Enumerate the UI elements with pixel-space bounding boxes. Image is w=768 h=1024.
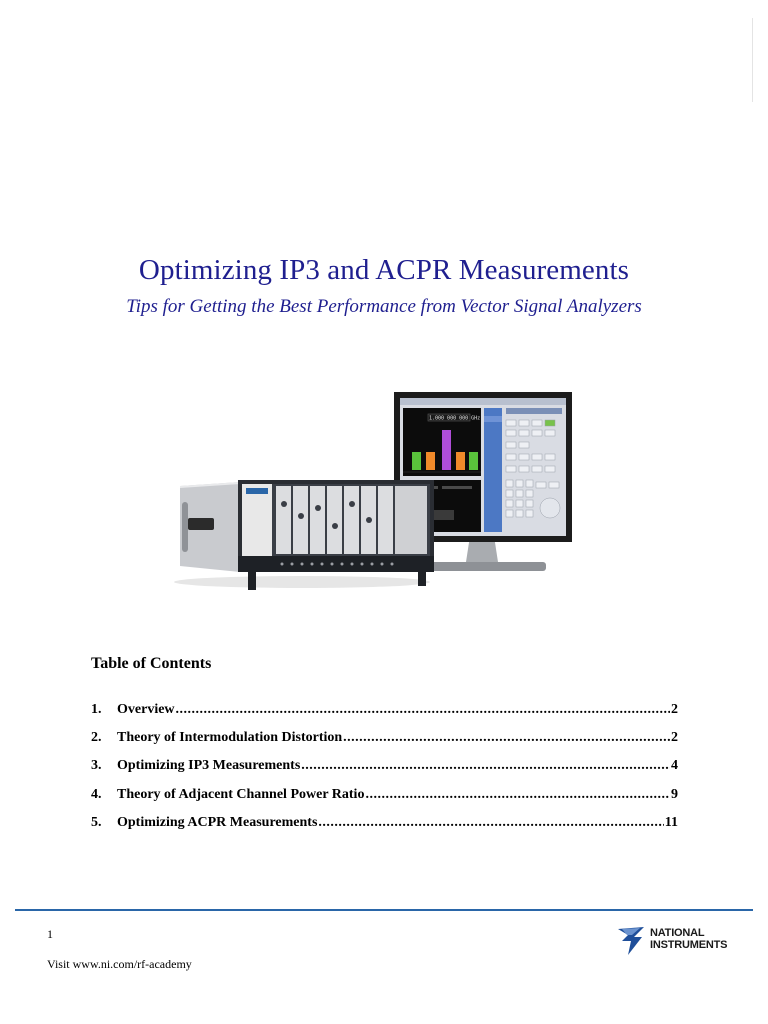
toc-dot-leader [343, 730, 670, 746]
toc-dot-leader [176, 702, 670, 718]
toc-entry[interactable] [91, 730, 678, 758]
footer-visit-link[interactable]: Visit www.ni.com/rf-academy [47, 957, 192, 971]
toc-dot-leader [318, 815, 663, 831]
document-title: Optimizing IP3 and ACPR Measurements [138, 254, 630, 286]
toc-entry-page[interactable]: 11 [664, 814, 678, 830]
toc-entry[interactable] [91, 758, 678, 786]
monitor-readout: 1.000 000 000 GHz [429, 415, 481, 422]
pxi-chassis [174, 480, 434, 590]
toc-entry[interactable] [91, 702, 678, 730]
document-subtitle: Tips for Getting the Best Performance from Vector Signal Analyzers [126, 296, 642, 317]
toc-entry-title[interactable]: Theory of Adjacent Channel Power Ratio [117, 786, 365, 802]
toc-entry-title[interactable]: Theory of Intermodulation Distortion [117, 730, 343, 746]
toc-entry-number: 3. [91, 758, 102, 774]
table-of-contents [91, 702, 678, 843]
toc-entry-title[interactable]: Optimizing IP3 Measurements [117, 758, 301, 774]
toc-heading: Table of Contents [91, 655, 212, 672]
toc-entry[interactable] [91, 787, 678, 815]
page-edge-mark [752, 18, 753, 102]
toc-dot-leader [301, 758, 670, 774]
logo-wordmark-line1: NATIONAL [650, 927, 705, 939]
toc-entry-title[interactable]: Optimizing ACPR Measurements [117, 814, 318, 830]
toc-entry-number: 2. [91, 730, 102, 746]
product-photo [172, 386, 576, 598]
logo-wordmark-line2: INSTRUMENTS [650, 939, 728, 951]
toc-dot-leader [365, 787, 670, 803]
toc-entry-page[interactable]: 4 [671, 758, 678, 774]
toc-entry-page[interactable]: 2 [671, 702, 678, 717]
toc-entry-number: 4. [91, 786, 102, 802]
toc-entry[interactable] [91, 815, 678, 843]
eagle-icon [618, 923, 648, 957]
toc-entry-page[interactable]: 2 [671, 730, 678, 746]
footer-rule [15, 909, 753, 911]
national-instruments-logo [618, 923, 736, 957]
toc-entry-number: 5. [91, 814, 102, 830]
toc-entry-title[interactable]: Overview [117, 702, 175, 717]
toc-entry-page[interactable]: 9 [671, 786, 678, 802]
page-number: 1 [47, 927, 53, 941]
toc-entry-number: 1. [91, 702, 102, 717]
